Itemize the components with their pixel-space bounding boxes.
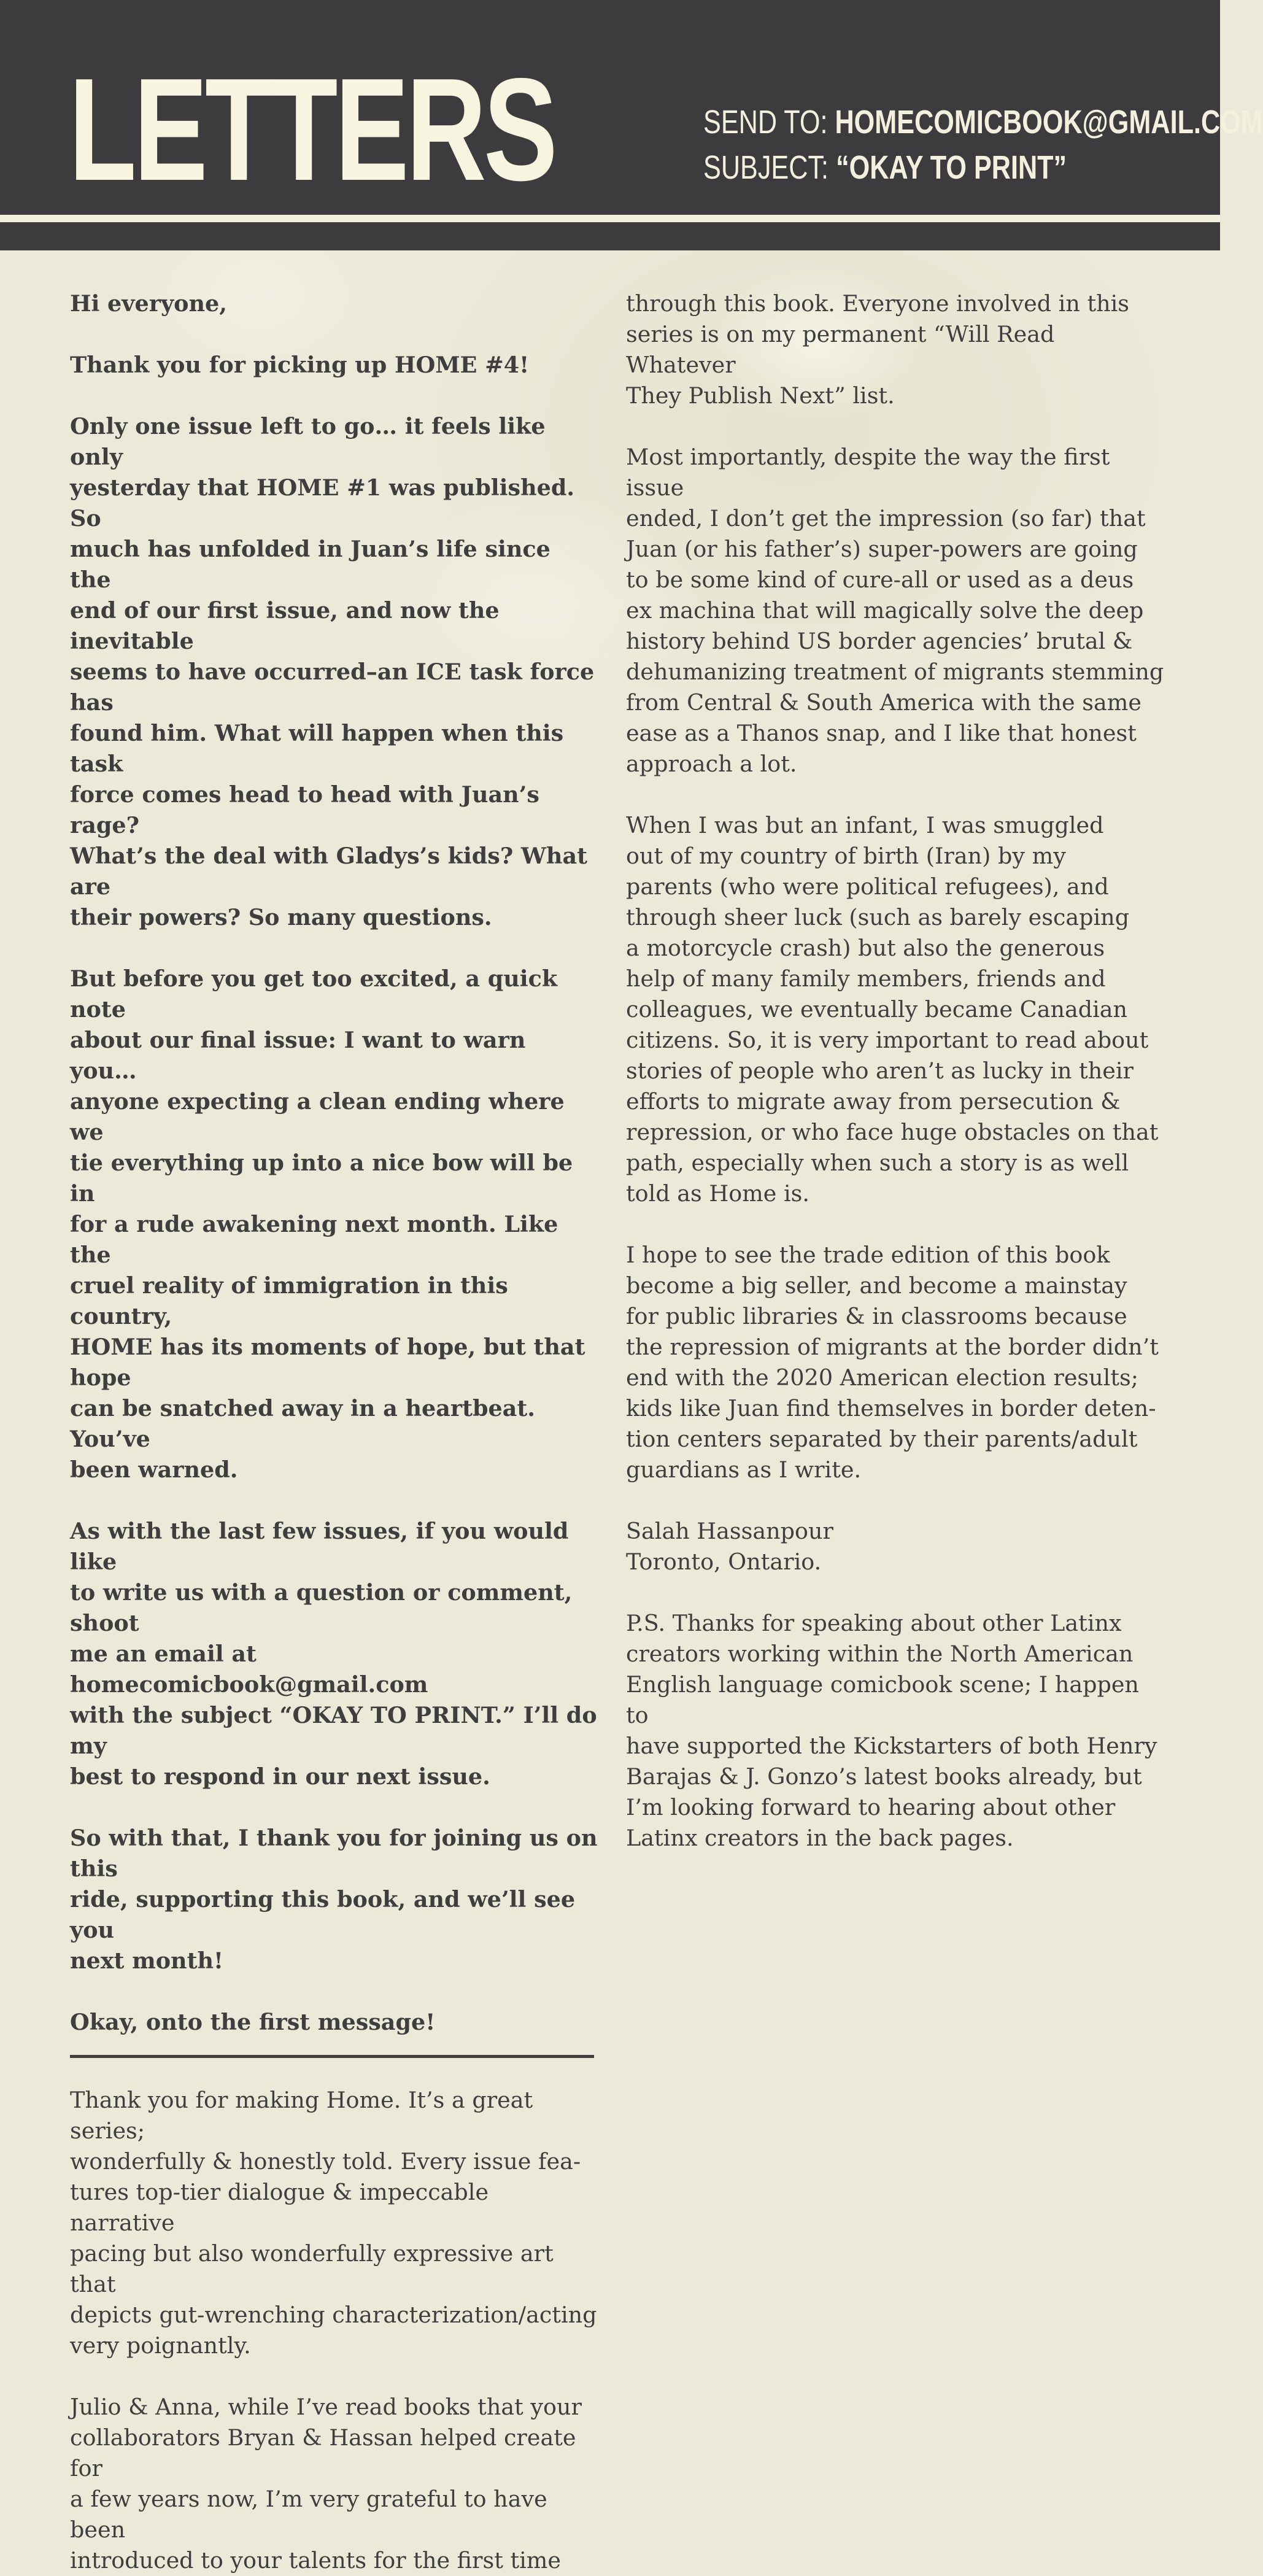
letters-header [0,0,1263,250]
header-divider [0,215,1220,222]
intro-paragraph: As with the last few issues, if you would like to write us with a question or comment, shoot me an email at homecomicbook@gmail.com with the subject “OKAY TO PRINT.” I’ll do my best to respond in our next issue. [70,1518,597,1790]
section-divider [70,2055,594,2058]
letter-paragraph: Most importantly, despite the way the first issue ended, I don’t get the impression (so far) that Juan (or his father’s) super-powers are going to be some kind of cure-all or used as a deus ex machina that will magically solve the deep history behind US border agencies’ brutal & dehumanizing treatment of migrants stemming from Central & South America with the same ease as a Thanos snap, and I like that honest approach a lot. [626,444,1164,777]
send-to-label: SEND TO: [703,104,828,141]
page-title: LETTERS [69,48,555,211]
letter-signature: Salah Hassanpour Toronto, Ontario. [626,1518,833,1575]
subject-label: SUBJECT: [703,149,829,186]
intro-greeting: Hi everyone, [70,290,227,317]
subject-line [703,145,1263,190]
left-column [70,288,598,2576]
send-to-email: HOMECOMICBOOK@GMAIL.COM [835,104,1263,141]
intro-paragraph: Thank you for picking up HOME #4! [70,352,530,378]
letter-paragraph: When I was but an infant, I was smuggled out of my country of birth (Iran) by my parents (who were political refugees), and through sheer luck (such as barely escaping a motorcycle crash) but also the generous help of many family members, friends and colleagues, we eventually became Canadian citizens. So, it is very important to read about stories of people who aren’t as lucky in their efforts to migrate away from persecution & repression, or who face huge obstacles on that path, especially when such a story is as well told as Home is. [626,812,1159,1207]
letter-paragraph: Julio & Anna, while I’ve read books that your collaborators Bryan & Hassan helped create for a few years now, I’m very grateful to have been introduced to your talents for the first time [70,2394,582,2574]
intro-paragraph: So with that, I thank you for joining us on this ride, supporting this book, and we’ll see you next month! [70,1825,598,1974]
intro-paragraph: But before you get too excited, a quick note about our final issue: I want to warn you… anyone expecting a clean ending where we tie everything up into a nice bow will be in for a rude awakening next month. Like the cruel reality of immigration in this country, HOME has its moments of hope, but that hope can be snatched away in a heartbeat. You’ve been warned. [70,965,585,1483]
send-to-line [703,99,1263,145]
letter-postscript: P.S. Thanks for speaking about other Latinx creators working within the North American English language comicbook scene; I happen to have supported the Kickstarters of both Henry Barajas & J. Gonzo’s latest books already, but I’m looking forward to hearing about other Latinx creators in the back pages. [626,1610,1157,1851]
intro-paragraph: Okay, onto the first message! [70,2009,436,2035]
submission-info [703,99,1263,190]
subject-value: “OKAY TO PRINT” [836,149,1067,186]
letter-paragraph: Thank you for making Home. It’s a great series; wonderfully & honestly told. Every issue fea- tures top-tier dialogue & impeccable narrative pacing but also wonderfully expressive art that depicts gut-wrenching characterization/acting very poignantly. [70,2087,597,2359]
letter-paragraph-continued: through this book. Everyone involved in this series is on my permanent “Will Read Whatever They Publish Next” list. [626,290,1130,409]
intro-paragraph: Only one issue left to go… it feels like only yesterday that HOME #1 was published. So much has unfolded in Juan’s life since the end of our first issue, and now the inevitable seems to have occurred–an ICE task force has found him. What will happen when this task force comes head to head with Juan’s rage? What’s the deal with Gladys’s kids? What are their powers? So many questions. [70,413,595,930]
letter-paragraph: I hope to see the trade edition of this book become a big seller, and become a mainstay for public libraries & in classrooms because the repression of migrants at the border didn’t end with the 2020 American election results; kids like Juan find themselves in border deten- tion centers separated by their parents/adult guardians as I write. [626,1242,1159,1483]
right-column-content [626,288,1166,1884]
